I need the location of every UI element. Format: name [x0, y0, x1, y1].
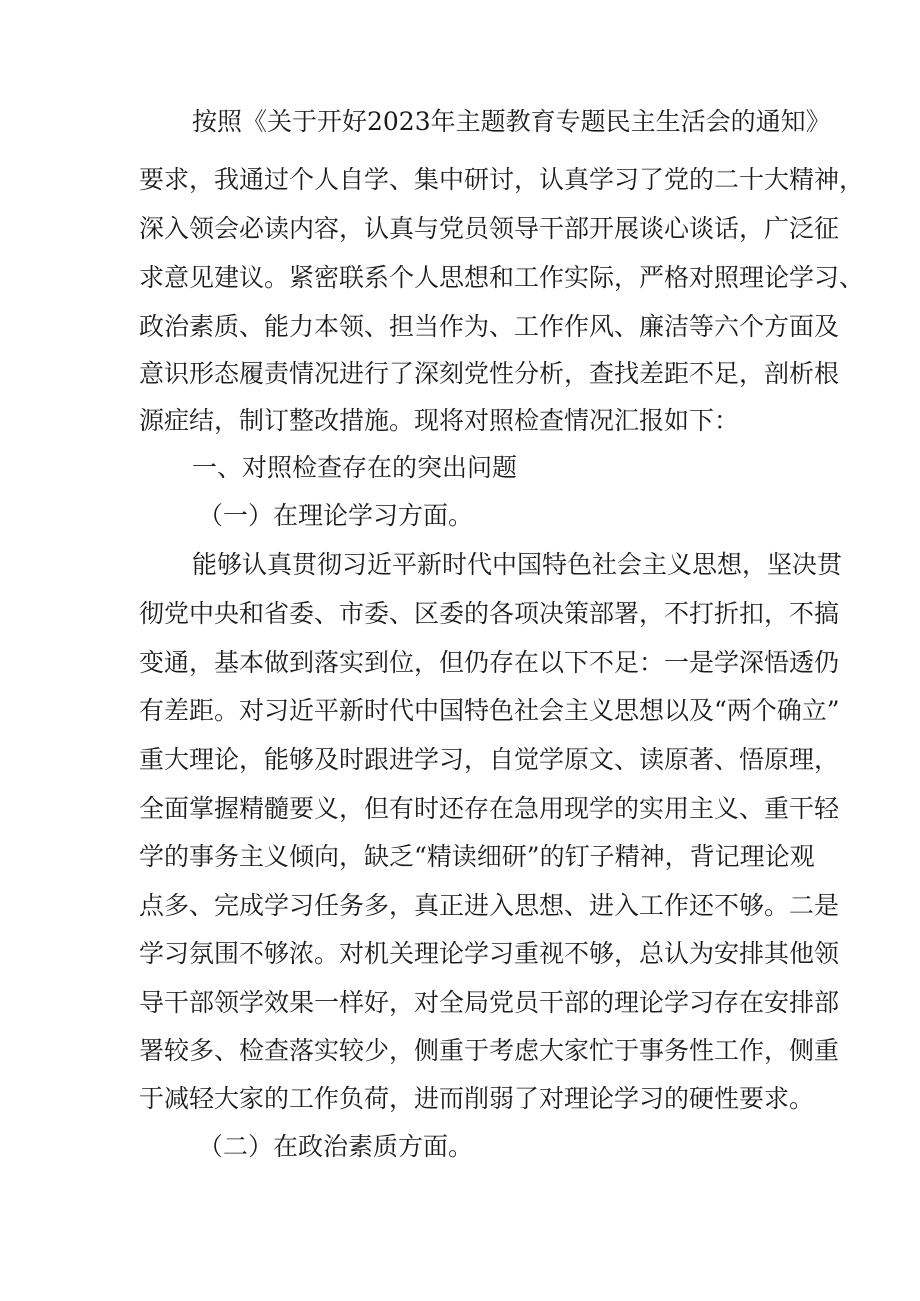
paragraph-2-line-11: 署较多、检查落实较少，侧重于考虑大家忙于事务性工作，侧重: [139, 1036, 840, 1065]
paragraph-2-line-9: 学习氛围不够浓。对机关理论学习重视不够，总认为安排其他领: [139, 939, 840, 968]
paragraph-1-line-6: 意识形态履责情况进行了深刻党性分析，查找差距不足，剖析根: [139, 359, 840, 388]
paragraph-2-line-12: 于减轻大家的工作负荷，进而削弱了对理论学习的硬性要求。: [139, 1084, 815, 1113]
paragraph-2-line-1: 能够认真贯彻习近平新时代中国特色社会主义思想，坚决贯: [192, 550, 843, 579]
paragraph-1-line-3: 深入领会必读内容，认真与党员领导干部开展谈心谈话，广泛征: [139, 214, 840, 243]
subsection-heading-2: （二）在政治素质方面。: [198, 1132, 474, 1161]
paragraph-1-line-1: 按照《关于开好2023年主题教育专题民主生活会的通知》: [192, 107, 831, 136]
paragraph-1-line-2: 要求，我通过个人自学、集中研讨，认真学习了党的二十大精神，: [139, 165, 865, 194]
subsection-heading-1: （一）在理论学习方面。: [198, 501, 474, 530]
paragraph-1-line-5: 政治素质、能力本领、担当作为、工作作风、廉洁等六个方面及: [139, 312, 840, 341]
paragraph-2-line-2: 彻党中央和省委、市委、区委的各项决策部署，不打折扣，不搞: [139, 599, 840, 628]
paragraph-2-line-10: 导干部领学效果一样好，对全局党员干部的理论学习存在安排部: [139, 988, 840, 1017]
paragraph-1-line-4: 求意见建议。紧密联系个人思想和工作实际，严格对照理论学习、: [139, 263, 865, 292]
section-heading-1: 一、对照检查存在的突出问题: [192, 453, 518, 482]
paragraph-2-line-7: 学的事务主义倾向，缺乏“精读细研”的钉子精神，背记理论观: [139, 842, 815, 871]
paragraph-2-line-5: 重大理论，能够及时跟进学习，自觉学原文、读原著、悟原理，: [139, 745, 840, 774]
paragraph-2-line-3: 变通，基本做到落实到位，但仍存在以下不足：一是学深悟透仍: [139, 648, 840, 677]
paragraph-2-line-6: 全面掌握精髓要义，但有时还存在急用现学的实用主义、重干轻: [139, 794, 840, 823]
paragraph-2-line-4: 有差距。对习近平新时代中国特色社会主义思想以及“两个确立”: [139, 696, 840, 725]
paragraph-2-line-8: 点多、完成学习任务多，真正进入思想、进入工作还不够。二是: [139, 891, 840, 920]
paragraph-1-line-7: 源症结，制订整改措施。现将对照检查情况汇报如下：: [139, 406, 740, 435]
